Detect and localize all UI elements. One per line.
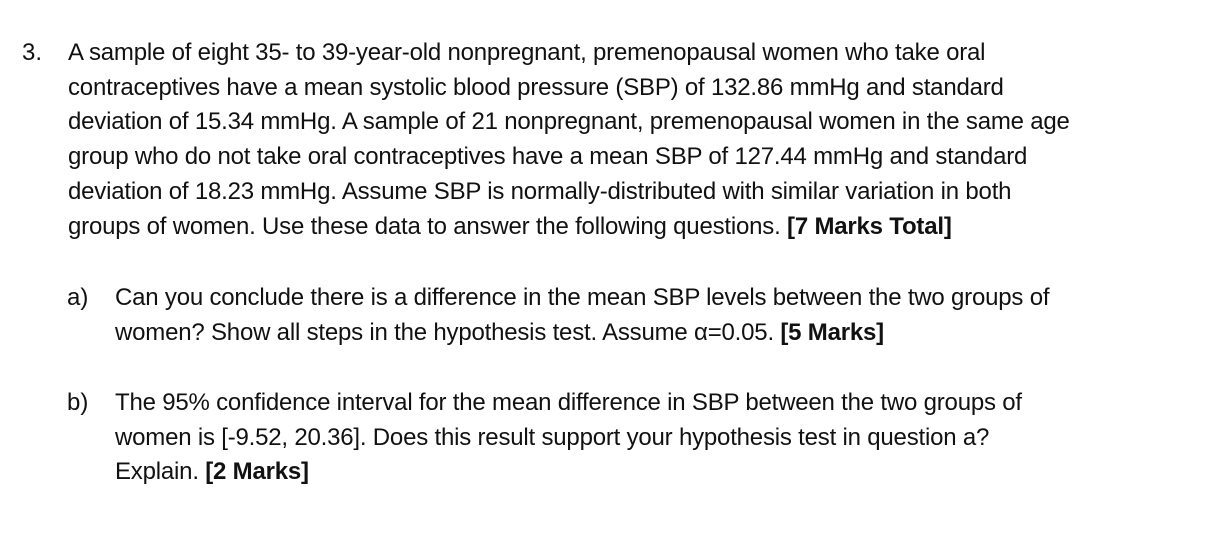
question-3 <box>22 36 1222 244</box>
question-line-2: contraceptives have a mean systolic blood pressure (SBP) of 132.86 mmHg and standard <box>68 73 1004 101</box>
question-line-3: deviation of 15.34 mmHg. A sample of 21 nonpregnant, premenopausal women in the same age <box>68 108 1070 136</box>
question-marks: [7 Marks Total] <box>787 212 952 240</box>
part-b-line-2: women is [-9.52, 20.36]. Does this result support your hypothesis test in question a? <box>115 423 990 451</box>
part-b-line-3-text: Explain. <box>115 458 206 486</box>
question-line-5: deviation of 18.23 mmHg. Assume SBP is normally-distributed with similar variation in both <box>68 177 1012 205</box>
question-line-6 <box>68 210 1070 245</box>
question-text <box>68 36 1070 244</box>
part-a-line-2 <box>115 316 1049 351</box>
question-line-1: A sample of eight 35- to 39-year-old nonpregnant, premenopausal women who take oral <box>68 39 986 66</box>
part-a-label: a) <box>67 284 89 311</box>
part-b-text <box>115 386 1022 490</box>
part-a-line-2-text: women? Show all steps in the hypothesis test. Assume α=0.05. <box>115 318 781 346</box>
part-b-line-1: The 95% confidence interval for the mean difference in SBP between the two groups of <box>115 389 1022 416</box>
part-a <box>67 281 1217 350</box>
question-row <box>22 36 1222 244</box>
part-b-label: b) <box>67 389 89 416</box>
question-number: 3. <box>22 39 43 66</box>
question-line-4: group who do not take oral contraceptives have a mean SBP of 127.44 mmHg and standard <box>68 143 1028 171</box>
part-b-marks: [2 Marks] <box>205 458 309 486</box>
part-a-text <box>115 281 1049 350</box>
part-b <box>67 386 1217 490</box>
part-a-line-1: Can you conclude there is a difference in the mean SBP levels between the two groups of <box>115 284 1050 311</box>
part-a-marks: [5 Marks] <box>780 318 884 346</box>
part-b-line-3 <box>115 455 1022 490</box>
question-last-line-text: groups of women. Use these data to answer the following questions. <box>68 212 788 240</box>
